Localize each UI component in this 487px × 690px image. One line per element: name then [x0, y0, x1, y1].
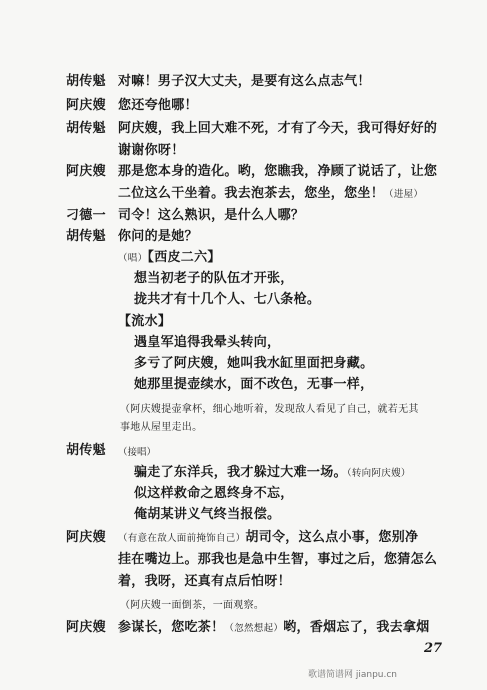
speaker-label: 刁德一: [66, 208, 106, 223]
dialogue-text: 司令！这么熟识，是什么人哪？: [118, 208, 305, 223]
dialogue-text: [118, 530, 418, 547]
dialogue-text: 您还夸他哪！: [118, 98, 198, 113]
stage-direction: （进屋）: [384, 189, 424, 200]
speaker-label: 阿庆嫂: [66, 620, 106, 635]
dialogue-text: 哟，香烟忘了，我去拿烟: [283, 620, 430, 635]
speaker-label: 胡传魁: [66, 74, 106, 89]
speaker-label: 胡传魁: [66, 443, 106, 458]
speaker-label: 阿庆嫂: [66, 98, 106, 113]
dialogue-text: 着，我呀，还真有点后怕呀！: [118, 574, 291, 589]
tune-name: 【西皮二六】: [147, 250, 221, 265]
lyric-line: 俺胡某讲义气终当报偿。: [134, 507, 281, 522]
lyric-line: 遇皇军追得我晕头转向，: [134, 335, 281, 350]
lyric-line: 似这样救命之恩终身不忘，: [134, 486, 294, 501]
stage-direction: （转向阿庆嫂）: [346, 468, 411, 479]
speaker-label: 胡传魁: [66, 229, 106, 244]
speaker-label: 阿庆嫂: [66, 530, 106, 545]
dialogue-text: [118, 620, 430, 637]
lyric-line: 拢共才有十几个人、七八条枪。: [134, 292, 321, 307]
stage-direction: 事地从屋里走出。: [120, 422, 203, 433]
stage-direction: （忽然想起）: [224, 623, 284, 634]
speaker-label: 胡传魁: [66, 121, 106, 136]
song-header: [118, 250, 221, 267]
lyric-line: 想当初老子的队伍才开张，: [134, 271, 294, 286]
stage-direction: （阿庆嫂一面倒茶，一面观察。: [120, 600, 265, 611]
tune-name: 【流水】: [118, 314, 172, 329]
stage-direction: （阿庆嫂提壶拿杯，细心地听着，发现敌人看见了自己，就若无其: [120, 404, 419, 415]
lyric-line: [134, 465, 411, 482]
dialogue-text: 二位这么干坐着。我去泡茶去，您坐，您坐！: [118, 186, 385, 201]
stage-direction: （唱）: [118, 253, 148, 264]
dialogue-text: 谢谢你呀！: [118, 143, 185, 158]
stage-direction: （接唱）: [118, 447, 157, 458]
dialogue-text: 阿庆嫂，我上回大难不死，才有了今天，我可得好好的: [118, 121, 438, 136]
dialogue-text: 胡司令，这么点小事，您别净: [245, 530, 419, 545]
page-number: 27: [424, 641, 443, 656]
lyric-text: 骗走了东洋兵，我才躲过大难一场。: [134, 465, 347, 480]
dialogue-text: 你问的是她？: [118, 229, 198, 244]
dialogue-text: 对嘛！男子汉大丈夫，是要有这么点志气！: [118, 74, 371, 89]
dialogue-text: 挂在嘴边上。那我也是急中生智，事过之后，您猜怎么: [118, 552, 438, 567]
stage-direction: （有意在敌人面前掩饰自己）: [118, 533, 246, 544]
lyric-line: 她那里提壶续水，面不改色，无事一样，: [134, 377, 374, 392]
dialogue-text: [118, 186, 423, 203]
lyric-line: 多亏了阿庆嫂，她叫我水缸里面把身藏。: [134, 356, 374, 371]
dialogue-text: 那是您本身的造化。哟，您瞧我，净顾了说话了，让您: [118, 164, 438, 179]
watermark: 歌谱简谱网 jianpu.cn: [308, 670, 398, 680]
speaker-label: 阿庆嫂: [66, 164, 106, 179]
dialogue-text: 参谋长，您吃茶！: [118, 620, 225, 635]
